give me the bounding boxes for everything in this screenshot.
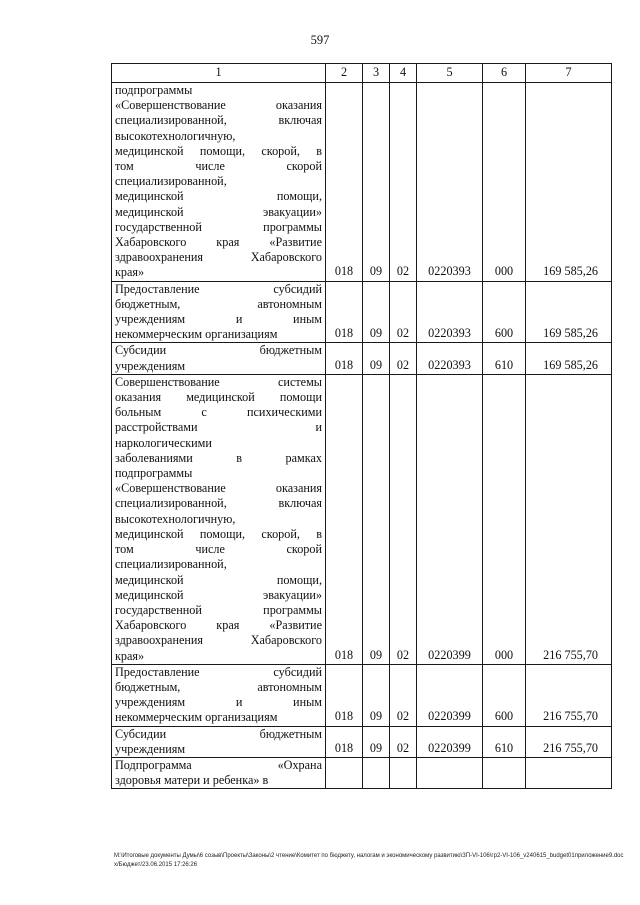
header-cell: 7 xyxy=(526,64,612,83)
expenditure-name-line: учреждениям и иным xyxy=(115,312,322,327)
expenditure-name-cell xyxy=(112,664,326,726)
file-path-footer: М:\Итоговые документы Думы\6 созыв\Проекты\Законы\2 чтение\Комитет по бюджету, налогам и экономическому развитию\ЗП-VI-106\гр2-VI-106_v240615_budget01приложение9.docx/Бюджет/23.06.2015 17:26:26 xyxy=(114,853,624,868)
table-row xyxy=(112,726,612,757)
code-cell-c6: 600 xyxy=(483,281,526,343)
expenditure-name-line: Совершенствование системы xyxy=(115,374,322,389)
expenditure-name-cell xyxy=(112,726,326,757)
expenditure-name-line: медицинской помощи, xyxy=(115,189,322,204)
expenditure-name-line: Подпрограмма «Охрана xyxy=(115,757,322,772)
expenditure-name-line: учреждениям и иным xyxy=(115,695,322,710)
table-row xyxy=(112,343,612,374)
code-cell-c5: 0220399 xyxy=(417,726,483,757)
code-cell-c5: 0220393 xyxy=(417,83,483,282)
expenditure-name-line: заболеваниями в рамках xyxy=(115,450,322,465)
code-cell-c5: 0220393 xyxy=(417,343,483,374)
expenditure-name-cell xyxy=(112,374,326,664)
expenditure-name-line: бюджетным, автономным xyxy=(115,296,322,311)
expenditure-name-line: здравоохранения Хабаровского xyxy=(115,250,322,265)
code-cell-c4: 02 xyxy=(390,343,417,374)
header-cell: 2 xyxy=(326,64,363,83)
code-cell-c2: 018 xyxy=(326,83,363,282)
expenditure-name-line: медицинской помощи, xyxy=(115,572,322,587)
amount-cell: 216 755,70 xyxy=(526,374,612,664)
expenditure-name-line: Хабаровского края «Развитие xyxy=(115,235,322,250)
expenditure-name-line: государственной программы xyxy=(115,219,322,234)
expenditure-name-cell xyxy=(112,757,326,788)
amount-cell: 169 585,26 xyxy=(526,343,612,374)
code-cell-c6 xyxy=(483,757,526,788)
table-header-row xyxy=(112,64,612,83)
code-cell-c4: 02 xyxy=(390,281,417,343)
expenditure-name-line: подпрограммы xyxy=(115,466,193,481)
code-cell-c5: 0220399 xyxy=(417,374,483,664)
expenditure-name-line: подпрограммы xyxy=(115,83,193,97)
expenditure-name-line: государственной программы xyxy=(115,602,322,617)
code-cell-c3: 09 xyxy=(363,664,390,726)
expenditure-name-line: некоммерческим организациям xyxy=(115,327,278,342)
code-cell-c3: 09 xyxy=(363,374,390,664)
expenditure-name-line: наркологическими xyxy=(115,435,212,450)
expenditure-name-line: бюджетным, автономным xyxy=(115,679,322,694)
expenditure-name-line: больным с психическими xyxy=(115,405,322,420)
code-cell-c4: 02 xyxy=(390,726,417,757)
table-row xyxy=(112,757,612,788)
code-cell-c2 xyxy=(326,757,363,788)
code-cell-c6: 000 xyxy=(483,374,526,664)
expenditure-name-line: медицинской эвакуации» xyxy=(115,204,322,219)
expenditure-name-line: высокотехнологичную, xyxy=(115,128,236,143)
expenditure-name-line: «Совершенствование оказания xyxy=(115,98,322,113)
amount-cell: 169 585,26 xyxy=(526,281,612,343)
expenditure-name-line: здравоохранения Хабаровского xyxy=(115,633,322,648)
header-cell: 3 xyxy=(363,64,390,83)
code-cell-c4: 02 xyxy=(390,374,417,664)
table-row xyxy=(112,374,612,664)
code-cell-c3: 09 xyxy=(363,83,390,282)
expenditure-name-cell xyxy=(112,83,326,282)
header-cell: 5 xyxy=(417,64,483,83)
table-row xyxy=(112,281,612,343)
code-cell-c3: 09 xyxy=(363,343,390,374)
expenditure-name-line: Предоставление субсидий xyxy=(115,664,322,679)
code-cell-c3 xyxy=(363,757,390,788)
expenditure-name-line: Хабаровского края «Развитие xyxy=(115,618,322,633)
budget-table xyxy=(111,63,612,789)
code-cell-c6: 610 xyxy=(483,726,526,757)
expenditure-name-line: медицинской помощи, скорой, в xyxy=(115,143,322,158)
code-cell-c4: 02 xyxy=(390,664,417,726)
amount-cell: 216 755,70 xyxy=(526,664,612,726)
table-row xyxy=(112,664,612,726)
page-number: 597 xyxy=(310,33,330,47)
expenditure-name-line: том числе скорой xyxy=(115,159,322,174)
expenditure-name-line: том числе скорой xyxy=(115,542,322,557)
table-row xyxy=(112,83,612,282)
code-cell-c3: 09 xyxy=(363,726,390,757)
code-cell-c5 xyxy=(417,757,483,788)
code-cell-c5: 0220393 xyxy=(417,281,483,343)
expenditure-name-line: Предоставление субсидий xyxy=(115,281,322,296)
code-cell-c4 xyxy=(390,757,417,788)
code-cell-c2: 018 xyxy=(326,374,363,664)
code-cell-c2: 018 xyxy=(326,281,363,343)
expenditure-name-line: медицинской помощи, скорой, в xyxy=(115,526,322,541)
code-cell-c2: 018 xyxy=(326,726,363,757)
expenditure-name-line: «Совершенствование оказания xyxy=(115,481,322,496)
expenditure-name-line: края» xyxy=(115,265,145,280)
code-cell-c6: 610 xyxy=(483,343,526,374)
code-cell-c2: 018 xyxy=(326,664,363,726)
expenditure-name-line: специализированной, xyxy=(115,557,227,572)
code-cell-c5: 0220399 xyxy=(417,664,483,726)
expenditure-name-line: учреждениям xyxy=(115,358,186,373)
amount-cell: 169 585,26 xyxy=(526,83,612,282)
expenditure-name-line: Субсидии бюджетным xyxy=(115,726,322,741)
expenditure-name-line: специализированной, xyxy=(115,174,227,189)
code-cell-c2: 018 xyxy=(326,343,363,374)
expenditure-name-line: учреждениям xyxy=(115,741,186,756)
code-cell-c6: 600 xyxy=(483,664,526,726)
expenditure-name-line: специализированной, включая xyxy=(115,496,322,511)
expenditure-name-line: Субсидии бюджетным xyxy=(115,343,322,358)
expenditure-name-line: края» xyxy=(115,648,145,663)
expenditure-name-cell xyxy=(112,281,326,343)
expenditure-name-cell xyxy=(112,343,326,374)
code-cell-c6: 000 xyxy=(483,83,526,282)
expenditure-name-line: медицинской эвакуации» xyxy=(115,587,322,602)
expenditure-name-line: специализированной, включая xyxy=(115,113,322,128)
expenditure-name-line: расстройствами и xyxy=(115,420,322,435)
header-cell: 1 xyxy=(112,64,326,83)
header-cell: 4 xyxy=(390,64,417,83)
expenditure-name-line: оказания медицинской помощи xyxy=(115,390,322,405)
expenditure-name-line: здоровья матери и ребенка» в xyxy=(115,773,269,788)
expenditure-name-line: некоммерческим организациям xyxy=(115,710,278,725)
expenditure-name-line: высокотехнологичную, xyxy=(115,511,236,526)
amount-cell xyxy=(526,757,612,788)
header-cell: 6 xyxy=(483,64,526,83)
code-cell-c3: 09 xyxy=(363,281,390,343)
amount-cell: 216 755,70 xyxy=(526,726,612,757)
code-cell-c4: 02 xyxy=(390,83,417,282)
